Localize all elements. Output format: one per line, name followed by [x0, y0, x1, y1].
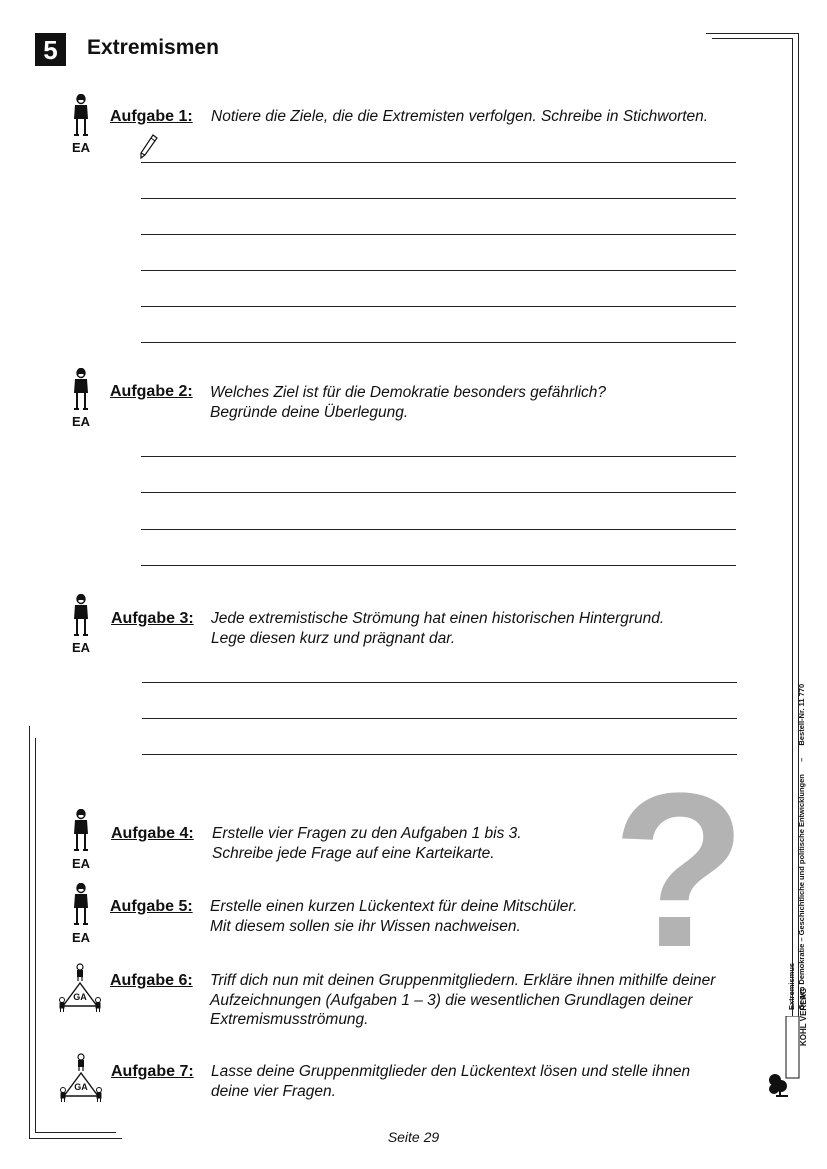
- task-6-text: [210, 971, 715, 1030]
- question-mark-graphic: ?: [612, 747, 747, 993]
- task-7-text: [211, 1062, 690, 1101]
- task-1-text-line: Notiere die Ziele, die die Extremisten verfolgen. Schreibe in Stichworten.: [211, 108, 709, 125]
- chapter-number: 5: [35, 33, 66, 66]
- person-icon: [69, 809, 93, 853]
- answer-line[interactable]: [141, 270, 736, 271]
- answer-line[interactable]: [141, 306, 736, 307]
- task-4-text-line: Schreibe jede Frage auf eine Karteikarte.: [212, 844, 495, 862]
- task-3-label: Aufgabe 3:: [111, 610, 194, 627]
- task-1-badge: EA: [71, 140, 91, 155]
- sidebar-subtitle: [797, 684, 807, 1010]
- answer-line[interactable]: [141, 162, 736, 163]
- task-5-label: Aufgabe 5:: [110, 898, 193, 915]
- answer-line[interactable]: [141, 565, 736, 566]
- answer-line[interactable]: [141, 198, 736, 199]
- answer-line[interactable]: [141, 529, 736, 530]
- page-title: Extremismen: [87, 36, 219, 59]
- task-2-badge: EA: [71, 414, 91, 429]
- task-6-text-line: Extremismusströmung.: [210, 1011, 369, 1028]
- task-3-text-line: Lege diesen kurz und prägnant dar.: [211, 629, 456, 647]
- sidebar-separator: –: [797, 757, 806, 762]
- answer-line[interactable]: [141, 492, 736, 493]
- answer-line[interactable]: [142, 718, 737, 719]
- answer-line[interactable]: [141, 456, 736, 457]
- sidebar-order-number: Bestell-Nr. 11 770: [797, 683, 806, 746]
- group-label: GA: [73, 992, 87, 1002]
- answer-line[interactable]: [142, 682, 737, 683]
- task-3-badge: EA: [71, 640, 91, 655]
- task-3-text: [211, 609, 664, 648]
- task-7-text-line: deine vier Fragen.: [211, 1082, 336, 1100]
- publisher-name: KOHL VERLAG: [799, 987, 808, 1046]
- task-7-label: Aufgabe 7:: [111, 1063, 194, 1080]
- task-5-text-line: Mit diesem sollen sie ihr Wissen nachweisen.: [210, 917, 521, 935]
- task-5-badge: EA: [71, 930, 91, 945]
- task-1-label: Aufgabe 1:: [110, 108, 193, 125]
- sidebar-subtitle-text: Gegen Demokratie – Geschichtliche und politische Entwicklungen: [797, 774, 806, 1010]
- task-7-text-line: Lasse deine Gruppenmitglieder den Lückentext lösen und stelle ihnen: [211, 1063, 691, 1080]
- publisher-logo: [766, 1016, 802, 1098]
- sidebar-title: Extremismus: [787, 962, 796, 1010]
- task-6-label: Aufgabe 6:: [110, 972, 193, 989]
- task-4-text-line: Erstelle vier Fragen zu den Aufgaben 1 bis 3.: [212, 825, 522, 842]
- page-number: Seite 29: [387, 1129, 440, 1145]
- group-label: GA: [74, 1082, 88, 1092]
- person-icon: [69, 94, 93, 138]
- task-6-text-line: Aufzeichnungen (Aufgaben 1 – 3) die wesentlichen Grundlagen deiner: [210, 991, 693, 1009]
- person-icon: [69, 368, 93, 412]
- task-1-text: [211, 107, 708, 127]
- task-4-badge: EA: [71, 856, 91, 871]
- answer-line[interactable]: [141, 342, 736, 343]
- task-4-text: [212, 824, 522, 863]
- task-5-text-line: Erstelle einen kurzen Lückentext für deine Mitschüler.: [210, 898, 578, 915]
- person-icon: [69, 594, 93, 638]
- task-5-text: [210, 897, 577, 936]
- group-icon: [57, 962, 103, 1014]
- pencil-icon: [138, 133, 158, 161]
- answer-line[interactable]: [141, 234, 736, 235]
- task-2-text: [210, 383, 606, 422]
- person-icon: [69, 883, 93, 927]
- task-6-text-line: Triff dich nun mit deinen Gruppenmitgliedern. Erkläre ihnen mithilfe deiner: [210, 972, 716, 989]
- group-icon: [58, 1052, 104, 1104]
- task-4-label: Aufgabe 4:: [111, 825, 194, 842]
- task-2-label: Aufgabe 2:: [110, 383, 193, 400]
- task-2-text-line: Begründe deine Überlegung.: [210, 403, 409, 421]
- task-3-text-line: Jede extremistische Strömung hat einen historischen Hintergrund.: [211, 610, 665, 627]
- task-2-text-line: Welches Ziel ist für die Demokratie besonders gefährlich?: [210, 384, 607, 401]
- sidebar-publication-info: [787, 684, 807, 1010]
